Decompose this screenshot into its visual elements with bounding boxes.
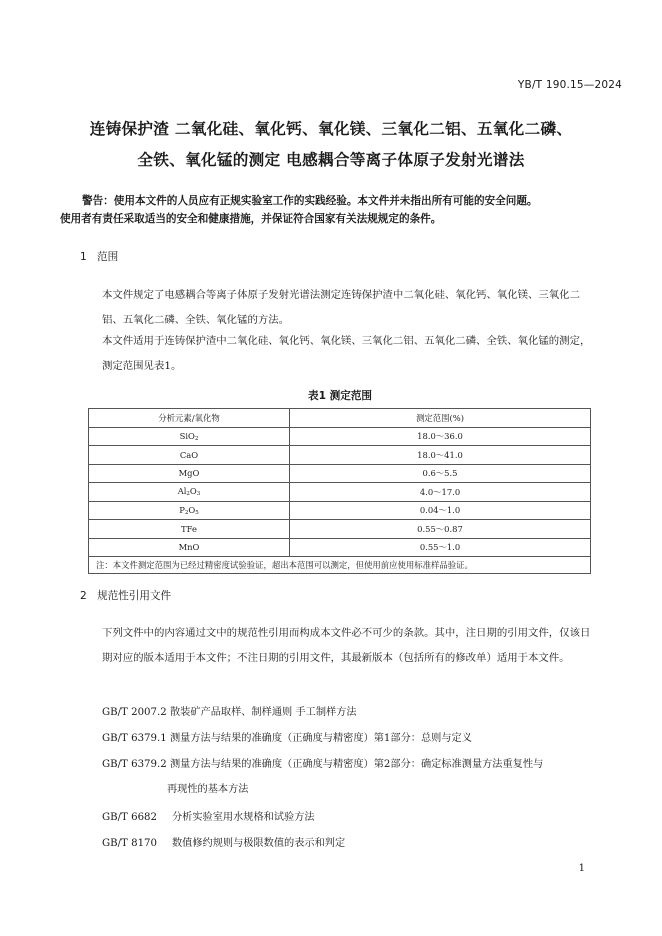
reference-item: [102, 729, 472, 748]
table-cell-element: CaO: [89, 446, 290, 465]
scope-paragraph-1: 本文件规定了电感耦合等离子体原子发射光谱法测定连铸保护渣中二氧化硅、氧化钙、氧化镁、三氧化二铝、五氧化二磷、全铁、氧化锰的方法。: [102, 289, 580, 326]
table-row: [89, 427, 591, 446]
table-cell-range: 0.55～0.87: [290, 520, 591, 539]
page-number: 1: [578, 863, 585, 874]
reference-title: 散装矿产品取样、制样通则 手工制样方法: [170, 707, 357, 718]
table-cell-range: 4.0～17.0: [290, 483, 591, 502]
table-row: [89, 464, 591, 483]
table-cell-element: MgO: [89, 464, 290, 483]
table-row: [89, 538, 591, 557]
section-2-number: 2: [80, 590, 87, 602]
table-cell-range: 0.04～1.0: [290, 501, 591, 520]
section-1-heading: [80, 249, 118, 264]
reference-item: [102, 808, 315, 827]
title-line-1: 连铸保护渣 二氧化硅、氧化钙、氧化镁、三氧化二铝、五氧化二磷、: [89, 120, 573, 138]
table-cell-range: 0.6～5.5: [290, 464, 591, 483]
table-cell-element: SiO2: [89, 427, 290, 446]
table-cell-element: TFe: [89, 520, 290, 539]
table-row: [89, 446, 591, 465]
table-caption: 表1 测定范围: [307, 390, 373, 402]
section-2-title: 规范性引用文件: [97, 590, 172, 602]
warning-line-1: 警告：使用本文件的人员应有正规实验室工作的实践经验。本文件并未指出所有可能的安全问题。: [82, 195, 538, 207]
warning-block: [60, 192, 612, 228]
reference-code: GB/T 8170: [102, 838, 158, 849]
standard-number: YB/T 190.15—2024: [517, 79, 622, 91]
scope-paragraph-2: 本文件适用于连铸保护渣中二氧化硅、氧化钙、氧化镁、三氧化二铝、五氧化二磷、全铁、氧化锰的测定，测定范围见表1。: [102, 335, 591, 372]
table-header-range: 测定范围(%): [290, 409, 591, 428]
table-cell-element: Al2O3: [89, 483, 290, 502]
references-paragraph: 下列文件中的内容通过文中的规范性引用而构成本文件必不可少的条款。其中，注日期的引用文件，仅该日期对应的版本适用于本文件；不注日期的引用文件，其最新版本（包括所有的修改单）适用于本文件。: [102, 627, 591, 664]
reference-code: GB/T 6682: [102, 812, 158, 823]
reference-item: [102, 755, 612, 799]
section-1-number: 1: [80, 251, 87, 263]
reference-code: GB/T 6379.1: [102, 733, 167, 744]
reference-title: 数值修约规则与极限数值的表示和判定: [172, 838, 346, 849]
table-note-row: [89, 557, 591, 574]
reference-title-continued: 再现性的基本方法: [167, 784, 249, 795]
table-cell-range: 0.55～1.0: [290, 538, 591, 557]
section-1-title: 范围: [97, 251, 119, 263]
reference-item: [102, 703, 357, 722]
table-cell-element: MnO: [89, 538, 290, 557]
table-header-element: 分析元素/氧化物: [89, 409, 290, 428]
document-title: [40, 114, 622, 176]
table-row: [89, 520, 591, 539]
reference-code: GB/T 6379.2: [102, 759, 167, 770]
reference-title: 分析实验室用水规格和试验方法: [172, 812, 315, 823]
table-row: [89, 501, 591, 520]
title-line-2: 全铁、氧化锰的测定 电感耦合等离子体原子发射光谱法: [137, 151, 525, 169]
reference-title: 测量方法与结果的准确度（正确度与精密度）第1部分：总则与定义: [170, 733, 472, 744]
reference-item: [102, 834, 345, 853]
table-cell-range: 18.0～36.0: [290, 427, 591, 446]
table-cell-range: 18.0～41.0: [290, 446, 591, 465]
table-header-row: [89, 409, 591, 428]
measurement-range-table: [88, 408, 591, 574]
warning-line-2: 使用者有责任采取适当的安全和健康措施，并保证符合国家有关法规规定的条件。: [60, 213, 442, 225]
table-note: 注：本文件测定范围为已经过精密度试验验证，超出本范围可以测定，但使用前应使用标准样品验证。: [89, 557, 591, 574]
reference-title: 测量方法与结果的准确度（正确度与精密度）第2部分：确定标准测量方法重复性与: [170, 759, 544, 770]
section-2-heading: [80, 588, 171, 603]
table-row: [89, 483, 591, 502]
reference-code: GB/T 2007.2: [102, 707, 167, 718]
table-cell-element: P2O5: [89, 501, 290, 520]
